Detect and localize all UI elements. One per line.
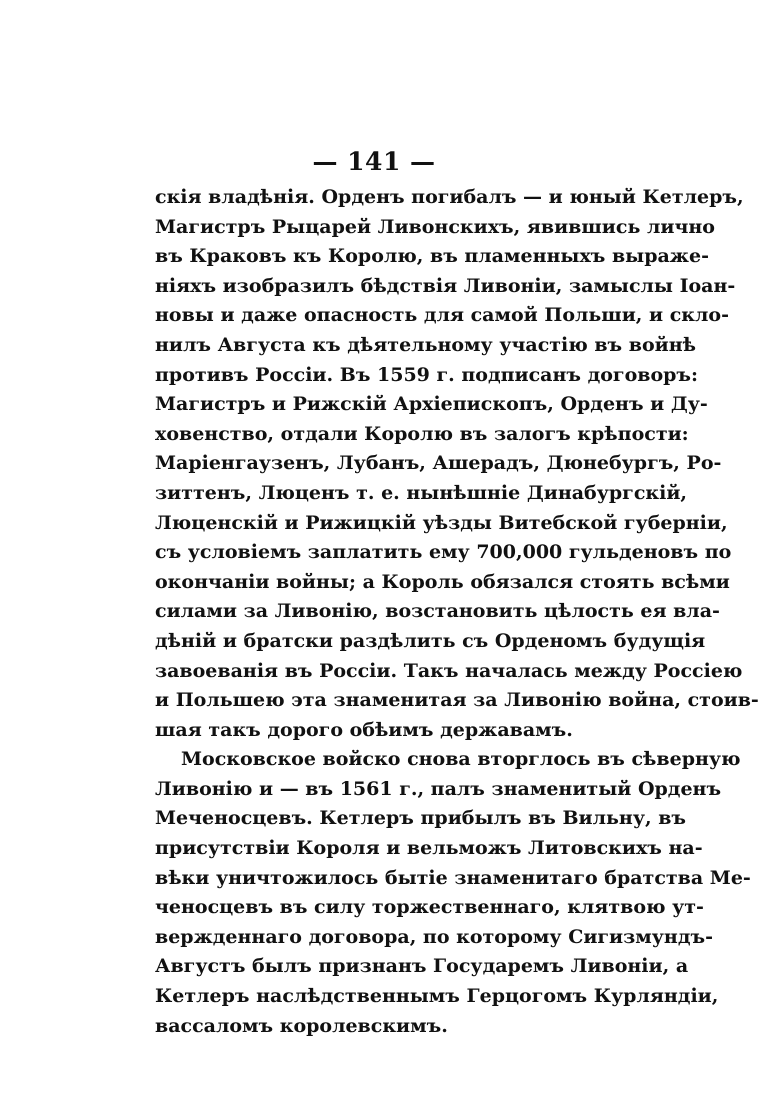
text-line: завоеванія въ Россіи. Такъ началась между Россіею — [155, 659, 743, 682]
paragraph-1 — [155, 183, 759, 745]
text-line: Люценскій и Рижицкій уѣзды Витебской губерніи, — [155, 511, 728, 534]
text-line: въ Краковъ къ Королю, въ пламенныхъ выраже- — [155, 245, 709, 268]
text-line: шая такъ дорого обѣимъ державамъ. — [155, 718, 573, 741]
text-line: нилъ Августа къ дѣятельному участію въ войнѣ — [155, 333, 696, 356]
text-line: Магистръ Рыцарей Ливонскихъ, явившись лично — [155, 215, 715, 238]
text-line: дѣній и братски раздѣлить съ Орденомъ будущія — [155, 629, 706, 652]
text-line: вѣки уничтожилось бытіе знаменитаго братства Ме- — [155, 866, 751, 889]
paragraph-2 — [155, 745, 751, 1041]
text-line: новы и даже опасность для самой Польши, и скло- — [155, 304, 729, 327]
text-line: Августъ былъ признанъ Государемъ Ливоніи, а — [155, 955, 689, 978]
text-line: ховенство, отдали Королю въ залогъ крѣпости: — [155, 422, 689, 445]
text-line: окончаніи войны; а Король обязался стоять всѣми — [155, 570, 730, 593]
text-line: ніяхъ изобразилъ бѣдствія Ливоніи, замыслы Іоан- — [155, 274, 736, 297]
text-line: и Польшею эта знаменитая за Ливонію война, стоив- — [155, 689, 759, 712]
text-line: Московское войско снова вторглось въ сѣверную — [181, 748, 741, 771]
body-text — [155, 183, 759, 1041]
text-line: Кетлеръ наслѣдственнымъ Герцогомъ Курляндіи, — [155, 985, 719, 1008]
text-line: съ условіемъ заплатить ему 700,000 гульденовъ по — [155, 541, 732, 564]
page-number: — 141 — — [312, 147, 436, 176]
text-line: противъ Россіи. Въ 1559 г. подписанъ договоръ: — [155, 363, 698, 386]
text-line: Маріенгаузенъ, Лубанъ, Ашерадъ, Дюнебургъ, Ро- — [155, 452, 722, 475]
text-line: скія владѣнія. Орденъ погибалъ — и юный Кетлеръ, — [155, 186, 744, 208]
text-line: зиттенъ, Люценъ т. е. нынѣшніе Динабургскій, — [155, 481, 688, 504]
text-line: Ливонію и — въ 1561 г., палъ знаменитый Орденъ — [155, 777, 722, 800]
text-line: силами за Ливонію, возстановить цѣлость ея вла- — [155, 600, 720, 623]
text-line: вассаломъ королевскимъ. — [155, 1014, 448, 1037]
text-line: ченосцевъ въ силу торжественнаго, клятвою ут- — [155, 896, 704, 919]
text-line: присутствіи Короля и вельможъ Литовскихъ на- — [155, 837, 703, 860]
text-line: Меченосцевъ. Кетлеръ прибылъ въ Вильну, въ — [155, 807, 686, 830]
text-line: вержденнаго договора, по которому Сигизмундъ- — [155, 925, 713, 948]
text-line: Магистръ и Рижскій Архіепископъ, Орденъ и Ду- — [155, 393, 708, 416]
